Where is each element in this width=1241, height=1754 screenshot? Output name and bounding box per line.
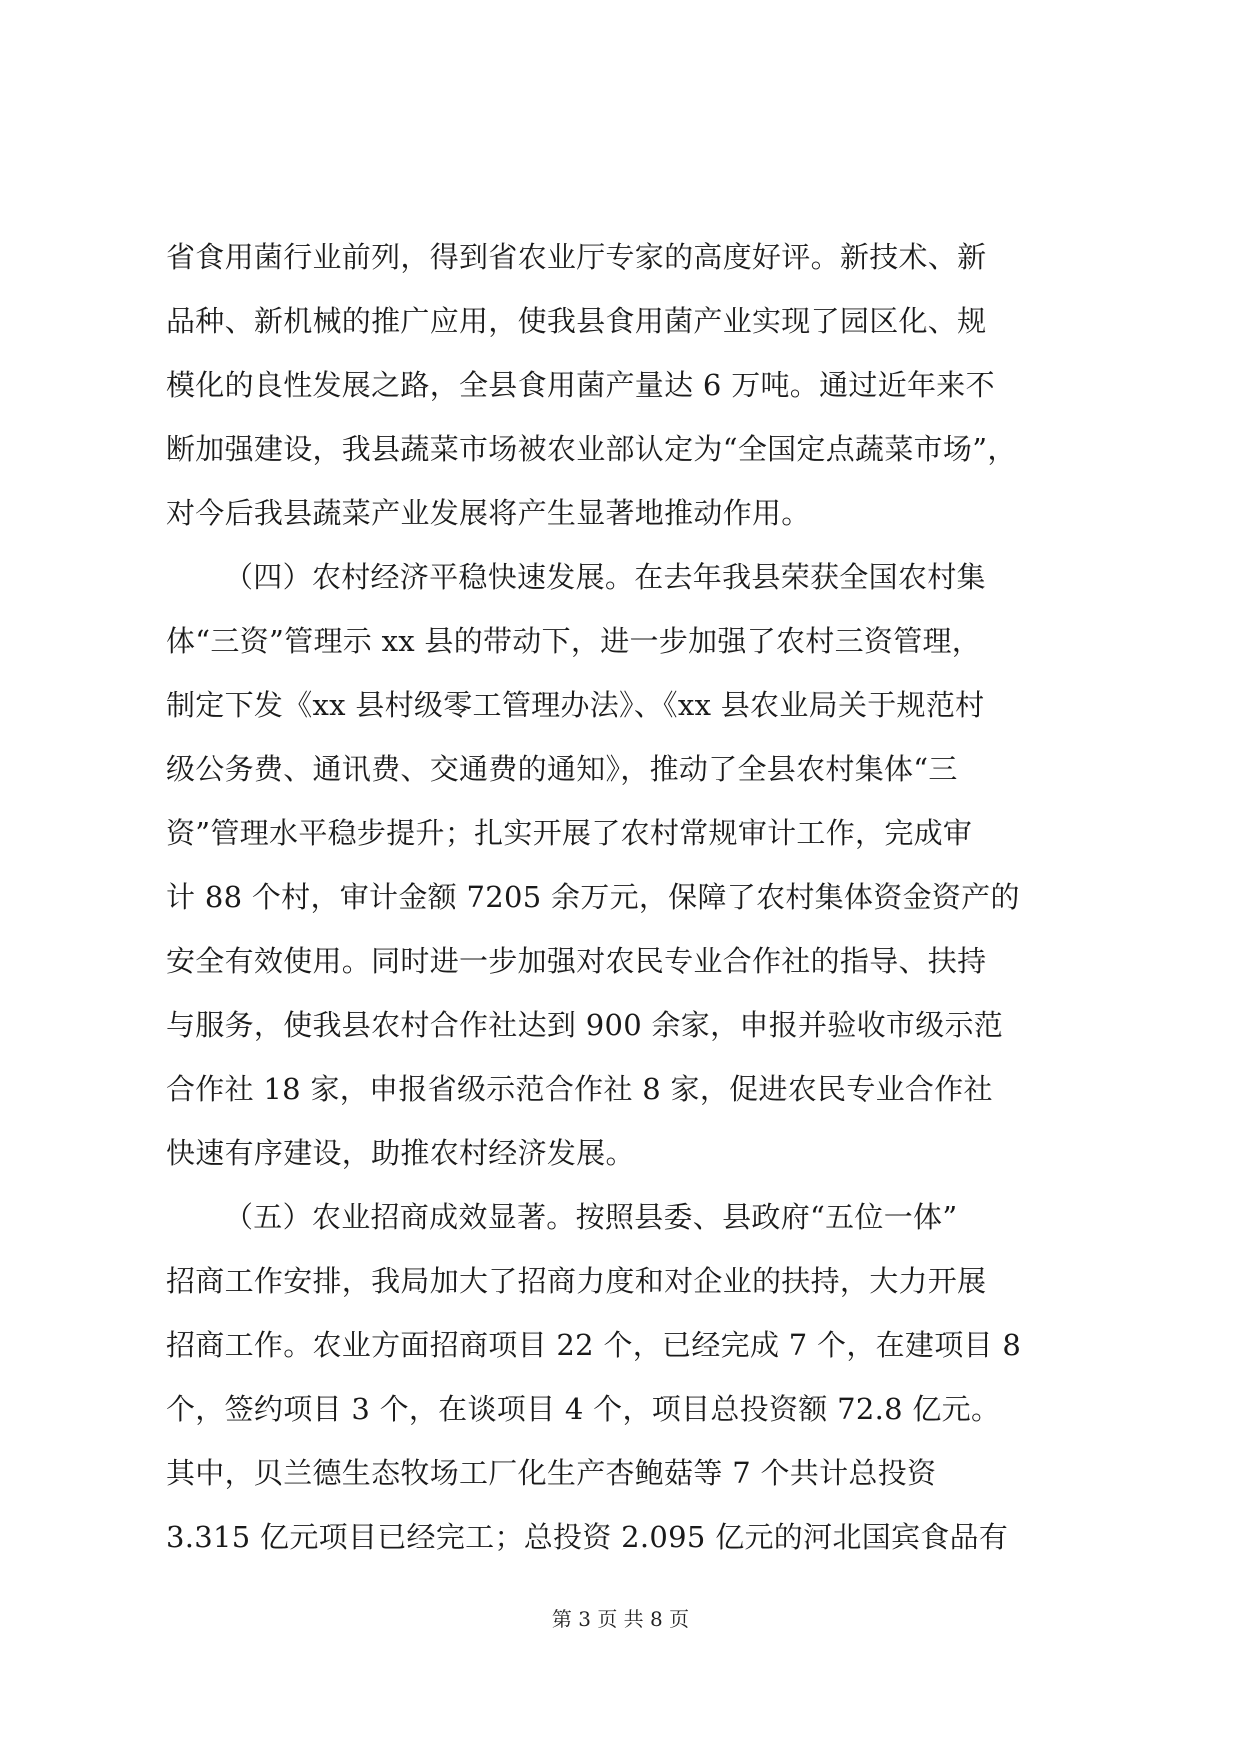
text-line: 模化的良性发展之路，全县食用菌产量达 6 万吨。通过近年来不 — [166, 368, 995, 402]
text-line: 资”管理水平稳步提升；扎实开展了农村常规审计工作，完成审 — [166, 816, 973, 850]
text-line: 对今后我县蔬菜产业发展将产生显著地推动作用。 — [166, 496, 811, 530]
text-line: 其中，贝兰德生态牧场工厂化生产杏鲍菇等 7 个共计总投资 — [166, 1456, 937, 1490]
text-line: （四）农村经济平稳快速发展。在去年我县荣获全国农村集 — [224, 560, 986, 594]
text-line: 品种、新机械的推广应用，使我县食用菌产业实现了园区化、规 — [166, 304, 987, 338]
body-text — [166, 225, 1076, 1569]
text-line: 合作社 18 家，申报省级示范合作社 8 家，促进农民专业合作社 — [166, 1072, 993, 1106]
text-line: 计 88 个村，审计金额 7205 余万元，保障了农村集体资金资产的 — [166, 880, 1020, 914]
page-footer: 第 3 页 共 8 页 — [551, 1607, 690, 1631]
text-line: 体“三资”管理示 xx 县的带动下，进一步加强了农村三资管理， — [166, 624, 982, 658]
text-line: 制定下发《xx 县村级零工管理办法》、《xx 县农业局关于规范村 — [166, 688, 985, 722]
text-line: 快速有序建设，助推农村经济发展。 — [166, 1136, 635, 1170]
text-line: 断加强建设，我县蔬菜市场被农业部认定为“全国定点蔬菜市场”， — [166, 432, 1017, 466]
text-line: 省食用菌行业前列，得到省农业厅专家的高度好评。新技术、新 — [166, 240, 987, 274]
text-line: 招商工作安排，我局加大了招商力度和对企业的扶持，大力开展 — [166, 1264, 987, 1298]
text-line: 个，签约项目 3 个，在谈项目 4 个，项目总投资额 72.8 亿元。 — [166, 1392, 1001, 1426]
text-line: （五）农业招商成效显著。按照县委、县政府“五位一体” — [224, 1200, 958, 1234]
text-line: 级公务费、通讯费、交通费的通知》，推动了全县农村集体“三 — [166, 752, 958, 786]
text-line: 与服务，使我县农村合作社达到 900 余家，申报并验收市级示范 — [166, 1008, 1004, 1042]
text-line: 招商工作。农业方面招商项目 22 个，已经完成 7 个，在建项目 8 — [166, 1328, 1022, 1362]
text-line: 安全有效使用。同时进一步加强对农民专业合作社的指导、扶持 — [166, 944, 987, 978]
text-line: 3.315 亿元项目已经完工；总投资 2.095 亿元的河北国宾食品有 — [166, 1520, 1009, 1554]
